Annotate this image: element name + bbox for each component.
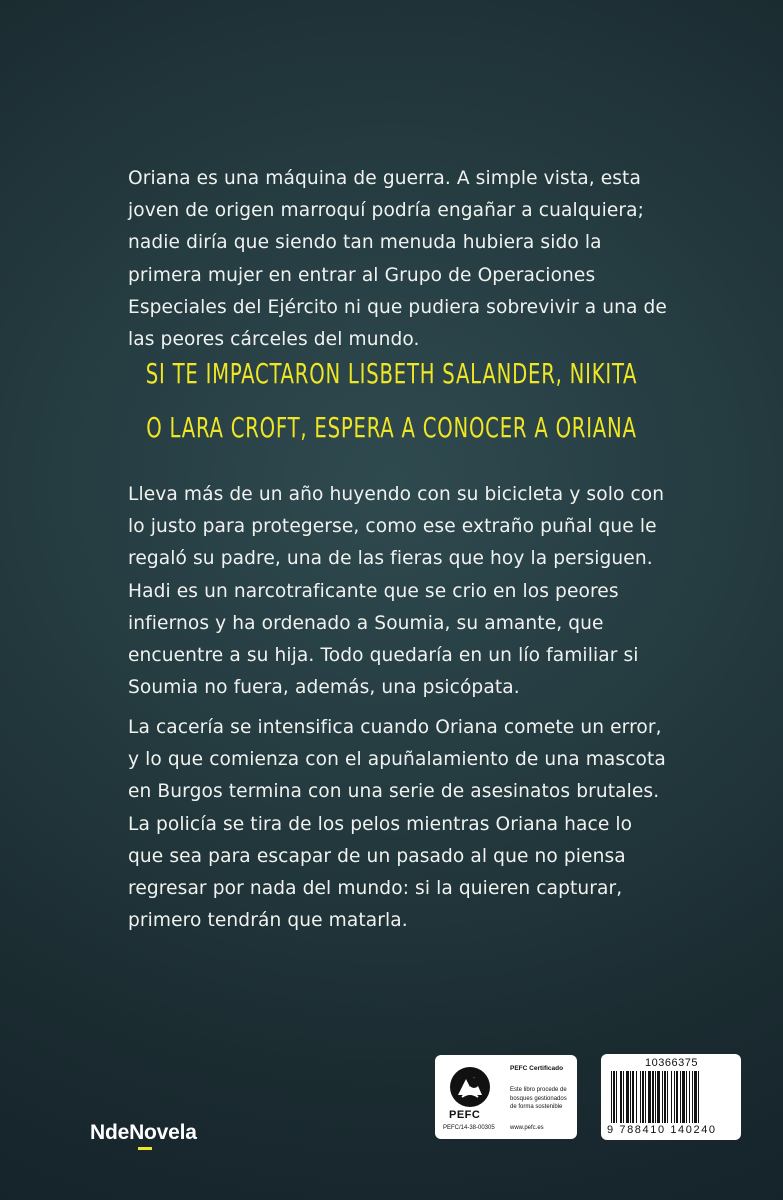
- pefc-tree-icon: [448, 1065, 492, 1109]
- pefc-title: PEFC Certificado: [510, 1065, 564, 1072]
- isbn-barcode: [601, 1054, 741, 1140]
- synopsis-paragraph-1: Oriana es una máquina de guerra. A simple vista, esta joven de origen marroquí podría engañar a cualquiera; nadie diría que siendo tan menuda hubiera sido la primera mujer en entrar al Grupo de Operaciones Especiales del Ejército ni que pudiera sobrevivir a una de las peores cárceles del mundo.: [128, 168, 667, 351]
- pefc-logo-word: PEFC: [449, 1109, 481, 1121]
- pefc-certification-label: [435, 1055, 577, 1139]
- synopsis-paragraph-2: Lleva más de un año huyendo con su bicicleta y solo con lo justo para protegerse, como ese extraño puñal que le regaló su padre, una de las fieras que hoy la persiguen. Hadi es un narcotraficante que se crio en los peores infiernos y ha ordenado a Soumia, su amante, que encuentre a su hija. Todo quedaría en un lío familiar si Soumia no fuera, además, una psicópata.: [128, 484, 665, 699]
- pefc-code: PEFC/14-38-00305: [443, 1125, 495, 1131]
- pefc-description: Este libro procede de bosques gestionados de forma sostenible: [510, 1087, 567, 1110]
- publisher-logo-underline: [138, 1147, 152, 1150]
- barcode-bars: [609, 1071, 733, 1123]
- isbn-digits: 9 788410 140240: [607, 1124, 717, 1136]
- tagline-line-2: O LARA CROFT, ESPERA A CONOCER A ORIANA: [146, 411, 637, 444]
- publisher-logo: NdeNovela: [90, 1121, 197, 1144]
- pefc-url: www.pefc.es: [510, 1125, 544, 1131]
- tagline-line-1: SI TE IMPACTARON LISBETH SALANDER, NIKITA: [145, 357, 638, 390]
- barcode-top-number: 10366375: [645, 1057, 698, 1069]
- synopsis-paragraph-3: La cacería se intensifica cuando Oriana comete un error, y lo que comienza con el apuñalamiento de una mascota en Burgos termina con una serie de asesinatos brutales. La policía se tira de los pelos mientras Oriana hace lo que sea para escapar de un pasado al que no piensa regresar por nada del mundo: si la quieren capturar, primero tendrán que matarla.: [128, 717, 666, 932]
